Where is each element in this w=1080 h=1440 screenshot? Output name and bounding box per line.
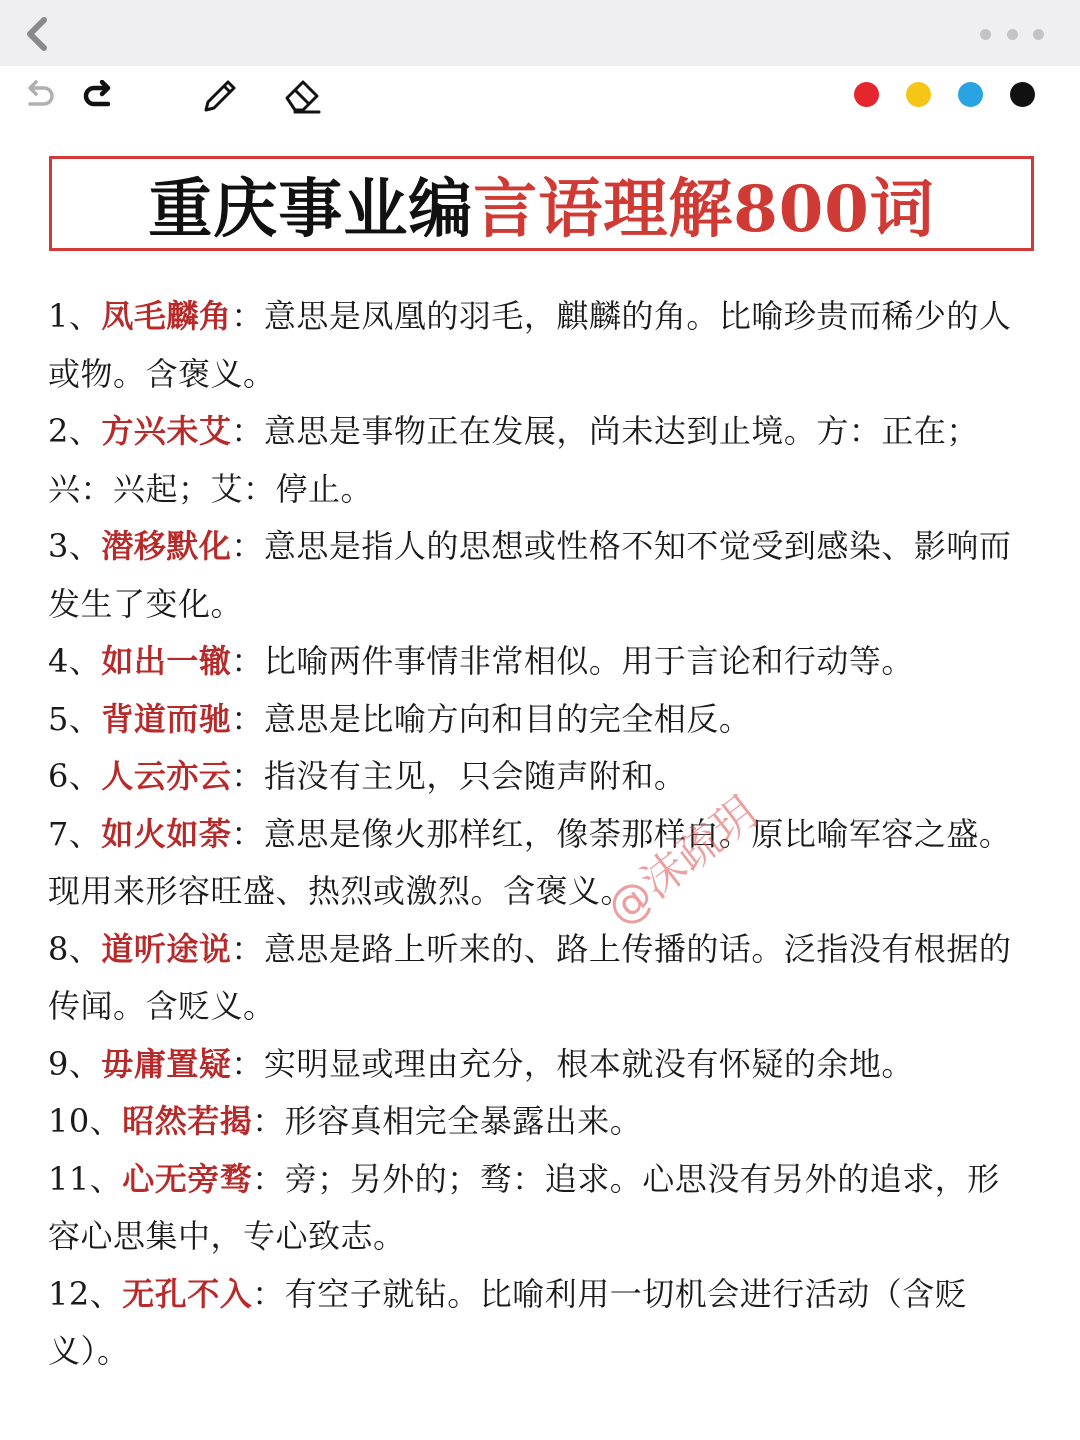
undo-icon [22, 80, 58, 112]
entry-definition: ：意思是指人的思想或性格不知不觉受到感染、影响而发生了变化。 [48, 527, 1012, 623]
more-button[interactable] [980, 22, 1044, 46]
list-item [48, 633, 1018, 691]
more-dots-icon [980, 29, 991, 40]
entry-term: 人云亦云 [101, 757, 232, 795]
entry-definition: ：实明显或理由充分，根本就没有怀疑的余地。 [231, 1044, 914, 1083]
more-dots-icon [1033, 29, 1044, 40]
entry-number: 3、 [48, 527, 102, 565]
entry-term: 如出一辙 [101, 642, 232, 680]
entry-term: 方兴未艾 [101, 412, 232, 450]
entry-number: 8、 [48, 929, 102, 968]
title-part1: 重庆事业编 [148, 171, 474, 247]
entry-term: 道听途说 [101, 929, 232, 968]
entry-definition: ：意思是比喻方向和目的完全相反。 [231, 699, 752, 738]
color-swatch-red[interactable] [854, 82, 879, 107]
entry-number: 1、 [48, 297, 102, 335]
list-item [48, 518, 1018, 633]
entry-definition: ：旁；另外的；骛：追求。心思没有另外的追求，形容心思集中，专心致志。 [48, 1159, 1000, 1255]
entry-term: 昭然若揭 [122, 1102, 253, 1140]
entry-number: 5、 [48, 699, 102, 738]
redo-icon [80, 80, 116, 112]
entry-number: 12、 [48, 1274, 123, 1313]
entry-definition: ：形容真相完全暴露出来。 [252, 1102, 643, 1140]
top-bar [0, 0, 1080, 66]
entry-definition: ：意思是凤凰的羽毛，麒麟的角。比喻珍贵而稀少的人或物。含褒义。 [48, 297, 1012, 393]
list-item [48, 1266, 1018, 1381]
eraser-icon [281, 76, 323, 116]
entry-number: 6、 [48, 757, 102, 795]
more-dots-icon [1007, 29, 1018, 40]
entry-term: 毋庸置疑 [101, 1044, 232, 1083]
entry-definition: ：比喻两件事情非常相似。用于言论和行动等。 [231, 642, 914, 680]
pen-icon [198, 76, 238, 116]
entry-number: 9、 [48, 1044, 102, 1083]
color-swatch-black[interactable] [1010, 82, 1035, 107]
list-item [48, 288, 1018, 403]
entry-term: 凤毛麟角 [101, 297, 232, 335]
entry-term: 无孔不入 [122, 1274, 253, 1313]
entry-definition: ：意思是路上听来的、路上传播的话。泛指没有根据的传闻。含贬义。 [48, 929, 1012, 1025]
vocabulary-list [48, 288, 1018, 1381]
entry-number: 2、 [48, 412, 102, 450]
back-button[interactable] [14, 12, 58, 56]
entry-definition: ：意思是像火那样红，像荼那样白。原比喻军容之盛。现用来形容旺盛、热烈或激烈。含褒义。 [48, 814, 1012, 910]
entry-number: 10、 [48, 1102, 123, 1140]
entry-term: 心无旁骛 [122, 1159, 253, 1198]
list-item [48, 748, 1018, 806]
color-swatch-blue[interactable] [958, 82, 983, 107]
title-part2: 言语理解800词 [473, 171, 935, 247]
pen-tool[interactable] [196, 74, 240, 118]
title-banner [49, 156, 1034, 251]
entry-term: 背道而驰 [101, 699, 232, 738]
list-item [48, 691, 1018, 749]
entry-number: 7、 [48, 814, 102, 853]
annotation-toolbar [0, 66, 1080, 128]
list-item [48, 806, 1018, 921]
entry-definition: ：意思是事物正在发展，尚未达到止境。方：正在；兴：兴起；艾：停止。 [48, 412, 979, 508]
undo-button[interactable] [18, 74, 62, 118]
watermark: @沫疏玥 [597, 787, 768, 936]
entry-definition: ：有空子就钻。比喻利用一切机会进行活动（含贬义）。 [48, 1274, 968, 1370]
entry-number: 11、 [48, 1159, 123, 1198]
entry-definition: ：指没有主见，只会随声附和。 [231, 757, 687, 795]
list-item [48, 1036, 1018, 1094]
list-item [48, 1093, 1018, 1151]
entry-term: 潜移默化 [101, 527, 232, 565]
chevron-left-icon [22, 16, 50, 52]
entry-number: 4、 [48, 642, 102, 680]
list-item [48, 1151, 1018, 1266]
redo-button[interactable] [76, 74, 120, 118]
list-item [48, 403, 1018, 518]
color-swatch-yellow[interactable] [906, 82, 931, 107]
list-item [48, 921, 1018, 1036]
eraser-tool[interactable] [280, 74, 324, 118]
entry-term: 如火如荼 [101, 814, 232, 853]
